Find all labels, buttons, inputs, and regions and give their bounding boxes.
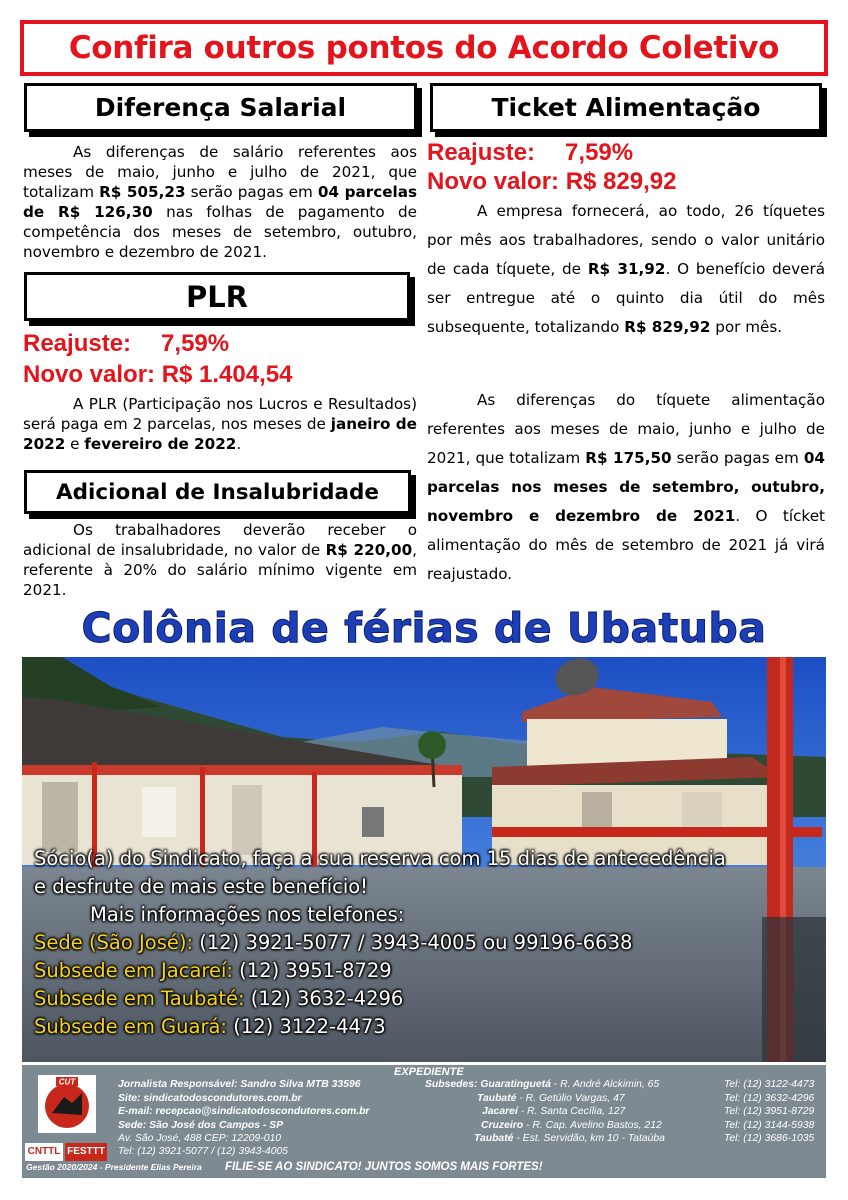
colonia-info-line-3: Mais informações nos telefones:	[90, 903, 405, 926]
sede-endereco: Av. São José, 488 CEP: 12209-010	[118, 1133, 282, 1144]
ticket-heading	[430, 83, 822, 132]
ticket-text-1: A empresa fornecerá, ao todo, 26 tíquetes por mês aos trabalhadores, sendo o valor unitário de cada tíquete, de R$ 31,92. O benefício deverá ser entregue até o quinto dia útil do mês subsequente, totalizando R$ 829,92 por mês.	[427, 202, 826, 336]
ticket-reajuste-label: Reajuste:	[427, 139, 536, 166]
gestao: Gestão 2020/2024 - Presidente Elias Pereira	[26, 1162, 202, 1172]
phone-guara-value: (12) 3122-4473	[227, 1015, 386, 1038]
site-link[interactable]: Site: sindicatodoscondutores.com.br	[118, 1093, 302, 1104]
colonia-info-line-2: e desfrute de mais este benefício!	[34, 875, 369, 898]
plr-novo-valor: Novo valor: R$ 1.404,54	[23, 361, 293, 388]
insalubridade-text: Os trabalhadores deverão receber o adicional de insalubridade, no valor de R$ 220,00, referente à 20% do salário mínimo vigente em 2021.	[23, 521, 417, 599]
email-link[interactable]: E-mail: recepcao@sindicatodoscondutores.com.br	[118, 1106, 370, 1117]
subsede-city: Taubaté	[474, 1133, 514, 1144]
cnttl-logo-text: CNTTL	[27, 1146, 61, 1157]
subsede-address: - Est. Servidão, km 10 - Tataúba	[513, 1133, 665, 1144]
diferenca-salarial-heading	[24, 83, 417, 132]
colonia-title: Colônia de férias de Ubatuba	[81, 604, 767, 652]
subsede-jacarei	[482, 1106, 625, 1117]
cut-logo-text: CUT	[58, 1077, 76, 1087]
subsede-city: Taubaté	[477, 1093, 517, 1104]
subsede-tel: Tel: (12) 3686-1035	[724, 1133, 815, 1144]
phone-jacarei-label: Subsede em Jacareí:	[34, 959, 233, 982]
plr-text: A PLR (Participação nos Lucros e Resultados) será paga em 2 parcelas, nos meses de janeiro de 2022 e fevereiro de 2022.	[23, 395, 417, 453]
subsede-tel: Tel: (12) 3144-5938	[724, 1120, 815, 1131]
phone-jacarei-value: (12) 3951-8729	[232, 959, 392, 982]
subsede-address: - R. Cap. Avelino Bastos, 212	[523, 1120, 662, 1131]
insalubridade-heading-text: Adicional de Insalubridade	[56, 479, 379, 505]
diferenca-salarial-heading-text: Diferença Salarial	[94, 93, 347, 122]
festtt-logo-text: FESTTT	[67, 1146, 105, 1157]
colonia-info-line-1: Sócio(a) do Sindicato, faça a sua reserva com 15 dias de antecedência	[34, 847, 726, 870]
phone-taubate-label: Subsede em Taubaté:	[34, 987, 245, 1010]
ticket-heading-text: Ticket Alimentação	[491, 93, 761, 122]
phone-sede	[34, 929, 824, 957]
phone-sede-value: (12) 3921-5077 / 3943-4005 ou 99196-6638	[193, 931, 633, 954]
expediente-title: EXPEDIENTE	[394, 1066, 464, 1078]
plr-reajuste-label: Reajuste:	[23, 330, 132, 357]
page-title: Confira outros pontos do Acordo Coletivo	[20, 20, 828, 76]
subsede-city: Jacareí	[482, 1106, 518, 1117]
subsede-taubate-tatauba	[474, 1133, 665, 1144]
phone-taubate-value: (12) 3632-4296	[244, 987, 404, 1010]
subsede-guaratingueta	[425, 1079, 659, 1090]
ticket-novo-valor: Novo valor: R$ 829,92	[427, 168, 677, 195]
cut-logo	[38, 1075, 96, 1133]
colonia-photo	[22, 657, 826, 1062]
phone-guara	[34, 1013, 824, 1041]
subsede-city: Cruzeiro	[481, 1120, 524, 1131]
phone-jacarei	[34, 957, 824, 985]
cnttl-logo	[25, 1143, 63, 1161]
ticket-reajuste	[427, 139, 633, 167]
plr-reajuste	[23, 330, 229, 358]
phone-guara-label: Subsede em Guará:	[34, 1015, 227, 1038]
colonia-info	[34, 845, 824, 1041]
subsede-taubate	[477, 1093, 625, 1104]
plr-heading-text: PLR	[185, 279, 249, 314]
subsede-tel: Tel: (12) 3951-8729	[724, 1106, 815, 1117]
sede-label: Sede: São José dos Campos - SP	[118, 1120, 284, 1131]
plr-heading	[24, 272, 410, 321]
subsede-cruzeiro	[481, 1120, 662, 1131]
insalubridade-heading	[24, 470, 411, 514]
festtt-logo	[65, 1143, 107, 1161]
subsede-address: - R. Getúlio Vargas, 47	[516, 1093, 625, 1104]
subsede-address: - R. André Alckimin, 65	[550, 1079, 660, 1090]
sede-tel: Tel: (12) 3921-5077 / (12) 3943-4005	[118, 1146, 289, 1157]
ticket-text-2: As diferenças do tíquete alimentação referentes aos meses de maio, junho e julho de 2021, que totalizam R$ 175,50 serão pagas em 04 parcelas nos meses de setembro, outubro, novembro e dezembro de 2021. O tícket alimentação do mês de setembro de 2021 já virá reajustado.	[427, 391, 825, 583]
subsede-tel: Tel: (12) 3632-4296	[724, 1093, 815, 1104]
plr-reajuste-value: 7,59%	[161, 330, 230, 357]
phone-taubate	[34, 985, 824, 1013]
subsede-address: - R. Santa Cecília, 127	[517, 1106, 626, 1117]
jornalista: Jornalista Responsável: Sandro Silva MTB 33596	[118, 1079, 361, 1090]
subsede-tel: Tel: (12) 3122-4473	[724, 1079, 815, 1090]
slogan: FILIE-SE AO SINDICATO! JUNTOS SOMOS MAIS FORTES!	[225, 1161, 543, 1173]
diferenca-salarial-text: As diferenças de salário referentes aos meses de maio, junho e julho de 2021, que totalizam R$ 505,23 serão pagas em 04 parcelas de R$ 126,30 nas folhas de pagamento de competência dos meses de setembro, outubro, novembro e dezembro de 2021.	[23, 143, 418, 261]
phone-sede-label: Sede (São José):	[34, 931, 194, 954]
subsede-city: Subsedes: Guaratinguetá	[425, 1079, 551, 1090]
expediente-footer	[22, 1065, 826, 1178]
ticket-reajuste-value: 7,59%	[565, 139, 634, 166]
